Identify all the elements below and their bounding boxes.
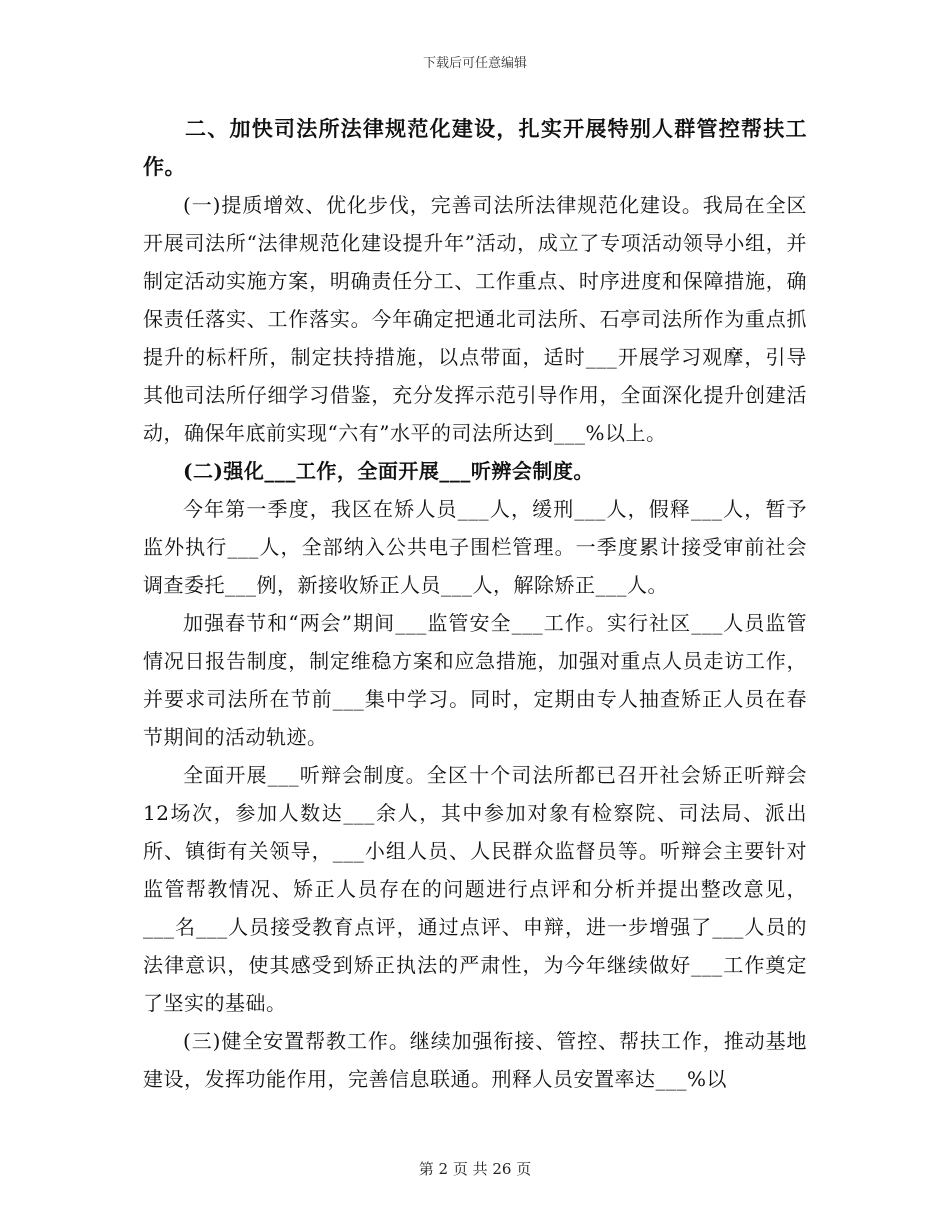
document-body (143, 110, 807, 1098)
section-heading: 二、加快司法所法律规范化建设，扎实开展特别人群管控帮扶工作。 (143, 116, 807, 179)
page-footer: 第 2 页 共 26 页 (418, 1160, 532, 1178)
subsection-heading: (二)强化___工作，全面开展___听辨会制度。 (183, 459, 594, 483)
paragraph-3: 加强春节和“两会”期间___监管安全___工作。实行社区___人员监管情况日报告制度，制定维稳方案和应急措施，加强对重点人员走访工作，并要求司法所在节前___集中学习。同时，定期由专人抽查矫正人员在春节期间的活动轨迹。 (143, 611, 807, 749)
page-header: 下载后可任意编辑 (422, 56, 527, 71)
paragraph-4: 全面开展___听辩会制度。全区十个司法所都已召开社会矫正听辩会12场次，参加人数达___余人，其中参加对象有检察院、司法局、派出所、镇街有关领导，___小组人员、人民群众监督员等。听辩会主要针对监管帮教情况、矫正人员存在的问题进行点评和分析并提出整改意见，___名___人员接受教育点评，通过点评、申辩，进一步增强了___人员的法律意识，使其感受到矫正执法的严肃性，为今年继续做好___工作奠定了坚实的基础。 (143, 763, 807, 1015)
paragraph-1: (一)提质增效、优化步伐，完善司法所法律规范化建设。我局在全区开展司法所“法律规范化建设提升年”活动，成立了专项活动领导小组，并制定活动实施方案，明确责任分工、工作重点、时序进度和保障措施，确保责任落实、工作落实。今年确定把通北司法所、石亭司法所作为重点抓提升的标杆所，制定扶持措施，以点带面，适时___开展学习观摩，引导其他司法所仔细学习借鉴，充分发挥示范引导作用，全面深化提升创建活动，确保年底前实现“六有”水平的司法所达到___%以上。 (143, 193, 807, 445)
paragraph-5: (三)健全安置帮教工作。继续加强衔接、管控、帮扶工作，推动基地建设，发挥功能作用，完善信息联通。刑释人员安置率达___%以 (143, 1029, 807, 1091)
paragraph-2: 今年第一季度，我区在矫人员___人，缓刑___人，假释___人，暂予监外执行___人，全部纳入公共电子围栏管理。一季度累计接受审前社会调查委托___例，新接收矫正人员___人，解除矫正___人。 (143, 497, 807, 597)
